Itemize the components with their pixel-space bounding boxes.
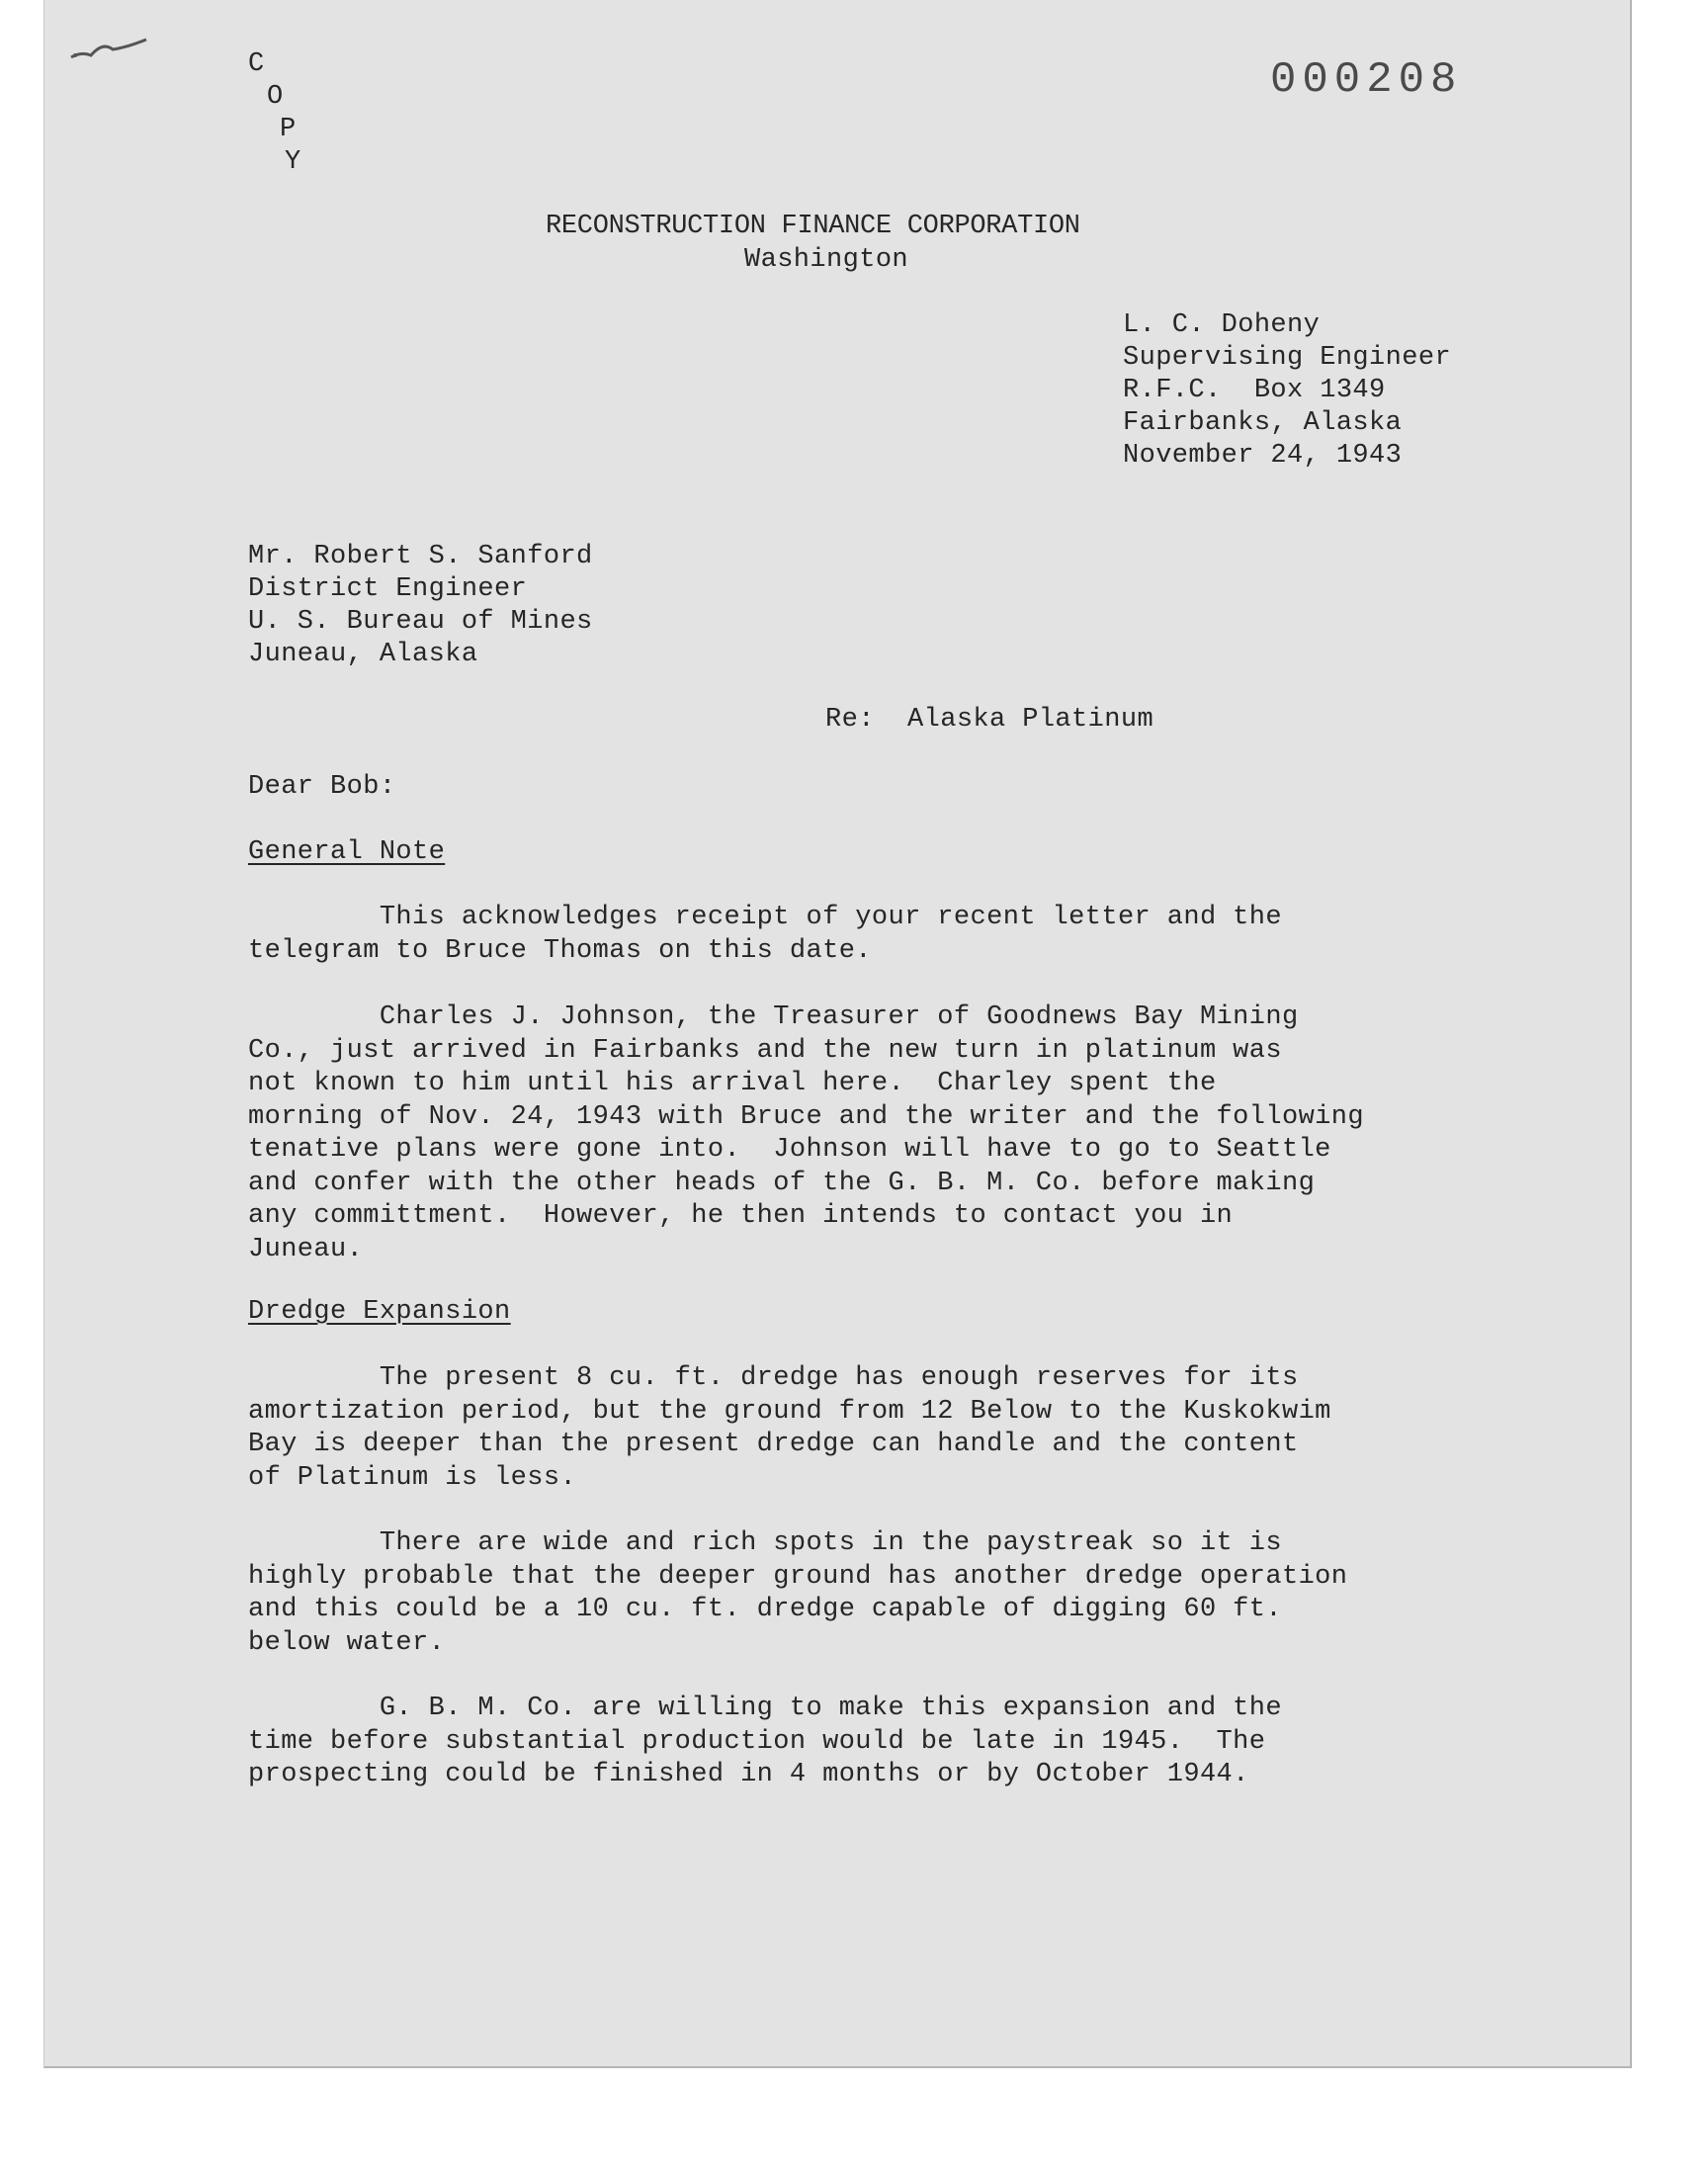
- document-number: 000208: [1270, 55, 1463, 105]
- letterhead-organization: RECONSTRUCTION FINANCE CORPORATION: [546, 212, 1080, 241]
- section-heading: Dredge Expansion: [248, 1297, 511, 1327]
- sender-name: L. C. Doheny: [1123, 310, 1321, 340]
- subject-line: Re: Alaska Platinum: [825, 705, 1154, 735]
- recipient-name: Mr. Robert S. Sanford: [248, 542, 593, 571]
- sender-location: Fairbanks, Alaska: [1123, 408, 1403, 438]
- paragraph: G. B. M. Co. are willing to make this expansion and the time before substantial production would be late in 1945. The prospecting could be finished in 4 months or by October 1944.: [248, 1694, 1282, 1789]
- recipient-title: District Engineer: [248, 574, 528, 604]
- section-heading: General Note: [248, 837, 446, 867]
- sender-box: R.F.C. Box 1349: [1123, 376, 1386, 405]
- copy-stamp-letter: Y: [285, 147, 301, 177]
- copy-stamp-letter: C: [248, 49, 265, 79]
- letterhead-city: Washington: [744, 245, 909, 275]
- paragraph: There are wide and rich spots in the paystreak so it is highly probable that the deeper ground has another dredge operation and this could be a 10 cu. ft. dredge capable of digging 60 ft. below water.: [248, 1528, 1348, 1658]
- copy-stamp-letter: P: [280, 115, 297, 144]
- salutation: Dear Bob:: [248, 772, 396, 802]
- sender-title: Supervising Engineer: [1123, 343, 1452, 373]
- letter-date: November 24, 1943: [1123, 441, 1403, 471]
- paragraph: Charles J. Johnson, the Treasurer of Goodnews Bay Mining Co., just arrived in Fairbanks and the new turn in platinum was not known to him until his arrival here. Charley spent the morning of Nov. 24, 1943 with Bruce and the writer and the following tenative plans were gone into. Johnson will have to go to Seattle and confer with the other heads of the G. B. M. Co. before making any committment. However, he then intends to contact you in Juneau.: [248, 1002, 1364, 1264]
- recipient-location: Juneau, Alaska: [248, 640, 478, 669]
- pen-mark: [61, 20, 180, 69]
- paragraph: The present 8 cu. ft. dredge has enough reserves for its amortization period, but the ground from 12 Below to the Kuskokwim Bay is deeper than the present dredge can handle and the content of Platinum is less.: [248, 1363, 1331, 1493]
- paragraph: This acknowledges receipt of your recent letter and the telegram to Bruce Thomas on this date.: [248, 903, 1282, 966]
- copy-stamp-letter: O: [267, 82, 284, 112]
- recipient-organization: U. S. Bureau of Mines: [248, 607, 593, 637]
